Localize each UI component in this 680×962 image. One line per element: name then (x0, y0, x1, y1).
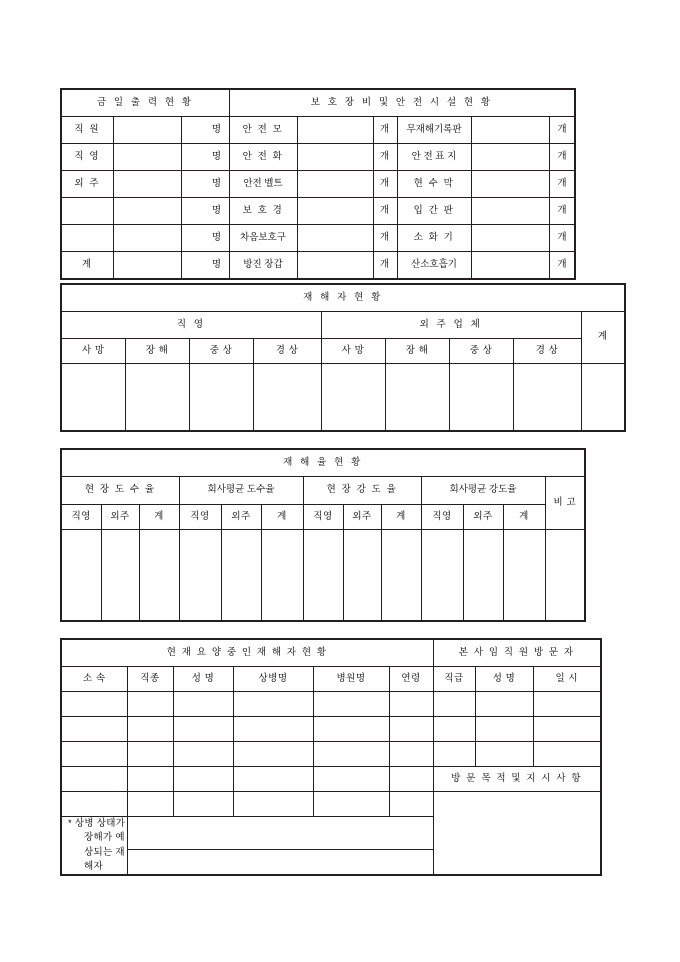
cell-value[interactable] (313, 742, 389, 767)
cell-value[interactable] (173, 792, 233, 817)
cell-value[interactable] (127, 767, 173, 792)
injury-note-line1: * 상병 상태가 (68, 818, 126, 829)
subcolumn-header: 계 (381, 505, 421, 530)
cell-value[interactable] (127, 717, 173, 742)
block3-title: 재 해 율 현 황 (61, 449, 585, 477)
subcolumn-header: 계 (503, 505, 545, 530)
equip-unit: 개 (373, 171, 397, 198)
cell-value[interactable] (533, 742, 601, 767)
labor-unit: 명 (181, 144, 229, 171)
subcolumn-header: 직영 (179, 505, 221, 530)
cell-value[interactable] (233, 692, 313, 717)
cell-value[interactable] (581, 364, 625, 432)
injury-note (61, 817, 127, 876)
cell-value[interactable] (233, 742, 313, 767)
equip-value[interactable] (297, 171, 373, 198)
facility-value[interactable] (471, 198, 549, 225)
labor-value[interactable] (113, 117, 181, 144)
block3-group-row (61, 477, 585, 505)
block2-title-row (61, 284, 625, 312)
equip-label: 안 전 모 (229, 117, 297, 144)
cell-value[interactable] (475, 692, 533, 717)
table-row (61, 364, 625, 432)
cell-value[interactable] (321, 364, 385, 432)
cell-value[interactable] (463, 530, 503, 622)
cell-value[interactable] (313, 717, 389, 742)
subcolumn-header: 외주 (343, 505, 381, 530)
cell-value[interactable] (127, 692, 173, 717)
facility-value[interactable] (471, 225, 549, 252)
table-row (61, 530, 585, 622)
block3-subcolumn-row (61, 505, 585, 530)
visit-purpose-value[interactable] (433, 792, 601, 876)
facility-unit: 개 (549, 225, 575, 252)
labor-label-total: 계 (61, 252, 113, 280)
equip-unit: 개 (373, 144, 397, 171)
table-row (61, 742, 601, 767)
labor-value[interactable] (113, 171, 181, 198)
facility-label: 산소호흡기 (397, 252, 471, 280)
facility-unit: 개 (549, 117, 575, 144)
cell-value[interactable] (127, 792, 173, 817)
remark-header: 비 고 (545, 477, 585, 530)
cell-value[interactable] (421, 530, 463, 622)
facility-unit: 개 (549, 144, 575, 171)
daily-labor-and-safety-equipment-table (60, 88, 576, 280)
group-company-avg-severity-rate: 회사평균 강도율 (421, 477, 545, 505)
column-header: 병원명 (313, 667, 389, 692)
cell-value[interactable] (389, 742, 433, 767)
equip-label: 보 호 경 (229, 198, 297, 225)
column-header: 일 시 (533, 667, 601, 692)
cell-value[interactable] (389, 767, 433, 792)
column-header: 경 상 (253, 339, 321, 364)
cell-value[interactable] (475, 742, 533, 767)
cell-value[interactable] (449, 364, 513, 432)
block2-title: 재 해 자 현 황 (61, 284, 625, 312)
cell-value[interactable] (61, 364, 125, 432)
subcolumn-header: 외주 (463, 505, 503, 530)
labor-value[interactable] (113, 225, 181, 252)
column-header: 직종 (127, 667, 173, 692)
cell-value[interactable] (313, 767, 389, 792)
table-row (61, 198, 575, 225)
equip-unit: 개 (373, 225, 397, 252)
labor-label: 외 주 (61, 171, 113, 198)
table-row (61, 117, 575, 144)
table-row (61, 692, 601, 717)
cell-value[interactable] (173, 692, 233, 717)
group-site-frequency-rate: 현 장 도 수 율 (61, 477, 179, 505)
block3-title-row (61, 449, 585, 477)
cell-value[interactable] (433, 692, 475, 717)
subcolumn-header: 직영 (61, 505, 101, 530)
facility-label: 소 화 기 (397, 225, 471, 252)
cell-value[interactable] (61, 692, 127, 717)
equip-value[interactable] (297, 225, 373, 252)
column-header: 연령 (389, 667, 433, 692)
facility-value[interactable] (471, 171, 549, 198)
cell-value[interactable] (433, 742, 475, 767)
table-row (61, 171, 575, 198)
cell-value[interactable] (61, 742, 127, 767)
subcolumn-header: 계 (261, 505, 303, 530)
cell-value[interactable] (389, 792, 433, 817)
equip-value[interactable] (297, 252, 373, 280)
block2-group-row (61, 312, 625, 339)
labor-value[interactable] (113, 198, 181, 225)
facility-unit: 개 (549, 198, 575, 225)
cell-value[interactable] (179, 530, 221, 622)
cell-value[interactable] (173, 717, 233, 742)
column-header: 소 속 (61, 667, 127, 692)
column-header: 성 명 (475, 667, 533, 692)
injury-note-value-1[interactable] (127, 817, 433, 850)
table-row (61, 252, 575, 280)
injury-note-line2: 장해가 예상되는 재해자 (84, 832, 125, 872)
column-header: 상병명 (233, 667, 313, 692)
subcolumn-header: 직영 (421, 505, 463, 530)
cell-value[interactable] (381, 530, 421, 622)
visit-purpose-header: 방 문 목 적 및 지 시 사 항 (433, 767, 601, 792)
column-header: 중 상 (189, 339, 253, 364)
column-header: 사 망 (321, 339, 385, 364)
cell-value[interactable] (173, 767, 233, 792)
column-header: 장 해 (125, 339, 189, 364)
injury-note-value-2[interactable] (127, 850, 433, 876)
subcolumn-header: 직영 (303, 505, 343, 530)
cell-value[interactable] (233, 792, 313, 817)
block1-left-title: 금 일 출 력 현 황 (61, 89, 229, 117)
column-header: 경 상 (513, 339, 581, 364)
injured-persons-status-table (60, 283, 626, 432)
column-header: 장 해 (385, 339, 449, 364)
equip-label: 차음보호구 (229, 225, 297, 252)
column-header: 중 상 (449, 339, 513, 364)
labor-unit: 명 (181, 171, 229, 198)
cell-value[interactable] (261, 530, 303, 622)
facility-label: 안 전 표 지 (397, 144, 471, 171)
facility-unit: 개 (549, 252, 575, 280)
facility-label: 현 수 막 (397, 171, 471, 198)
column-header: 사 망 (61, 339, 125, 364)
group-company-avg-frequency-rate: 회사평균 도수율 (179, 477, 303, 505)
column-header: 직급 (433, 667, 475, 692)
cell-value[interactable] (221, 530, 261, 622)
cell-value[interactable] (433, 717, 475, 742)
cell-value[interactable] (475, 717, 533, 742)
facility-unit: 개 (549, 171, 575, 198)
cell-value[interactable] (125, 364, 189, 432)
labor-unit: 명 (181, 252, 229, 280)
labor-label: 직 영 (61, 144, 113, 171)
cell-value[interactable] (545, 530, 585, 622)
table-row (61, 792, 601, 817)
cell-value[interactable] (389, 692, 433, 717)
equip-value[interactable] (297, 117, 373, 144)
equip-label: 안전 벨트 (229, 171, 297, 198)
cell-value[interactable] (101, 530, 139, 622)
block4-right-title: 본 사 임 직 원 방 문 자 (433, 639, 601, 667)
equip-value[interactable] (297, 198, 373, 225)
group-direct: 직 영 (61, 312, 321, 339)
cell-value[interactable] (343, 530, 381, 622)
cell-value[interactable] (303, 530, 343, 622)
cell-value[interactable] (313, 792, 389, 817)
block1-right-title: 보 호 장 비 및 안 전 시 설 현 황 (229, 89, 575, 117)
cell-value[interactable] (503, 530, 545, 622)
labor-label (61, 225, 113, 252)
cell-value[interactable] (189, 364, 253, 432)
cell-value[interactable] (533, 692, 601, 717)
cell-value[interactable] (139, 530, 179, 622)
column-header: 성 명 (173, 667, 233, 692)
equip-unit: 개 (373, 252, 397, 280)
equip-unit: 개 (373, 117, 397, 144)
labor-unit: 명 (181, 117, 229, 144)
cell-value[interactable] (233, 717, 313, 742)
accident-rate-status-table (60, 448, 586, 622)
facility-value[interactable] (471, 252, 549, 280)
cell-value[interactable] (61, 767, 127, 792)
table-row (61, 225, 575, 252)
cell-value[interactable] (385, 364, 449, 432)
group-subcontractor: 외 주 업 체 (321, 312, 581, 339)
subcolumn-header: 외주 (221, 505, 261, 530)
cell-value[interactable] (253, 364, 321, 432)
table-row (61, 717, 601, 742)
subcolumn-header: 계 (139, 505, 179, 530)
block1-title-row (61, 89, 575, 117)
cell-value[interactable] (61, 792, 127, 817)
equip-label: 방진 장갑 (229, 252, 297, 280)
labor-label: 직 원 (61, 117, 113, 144)
labor-value[interactable] (113, 252, 181, 280)
current-recuperating-injured-and-visitors-table (60, 638, 602, 876)
group-site-severity-rate: 현 장 강 도 율 (303, 477, 421, 505)
facility-value[interactable] (471, 144, 549, 171)
labor-value[interactable] (113, 144, 181, 171)
table-row (61, 144, 575, 171)
table-row (61, 767, 601, 792)
cell-value[interactable] (61, 717, 127, 742)
facility-label: 입 간 판 (397, 198, 471, 225)
block2-column-row (61, 339, 625, 364)
block4-column-row (61, 667, 601, 692)
cell-value[interactable] (233, 767, 313, 792)
cell-value[interactable] (389, 717, 433, 742)
block4-left-title: 현 재 요 양 중 인 재 해 자 현 황 (61, 639, 433, 667)
facility-label: 무재해기록판 (397, 117, 471, 144)
labor-label (61, 198, 113, 225)
cell-value[interactable] (313, 692, 389, 717)
equip-value[interactable] (297, 144, 373, 171)
block4-title-row (61, 639, 601, 667)
labor-unit: 명 (181, 225, 229, 252)
cell-value[interactable] (513, 364, 581, 432)
facility-value[interactable] (471, 117, 549, 144)
cell-value[interactable] (61, 530, 101, 622)
labor-unit: 명 (181, 198, 229, 225)
equip-label: 안 전 화 (229, 144, 297, 171)
cell-value[interactable] (533, 717, 601, 742)
subcolumn-header: 외주 (101, 505, 139, 530)
cell-value[interactable] (173, 742, 233, 767)
group-total: 계 (581, 312, 625, 364)
equip-unit: 개 (373, 198, 397, 225)
cell-value[interactable] (127, 742, 173, 767)
